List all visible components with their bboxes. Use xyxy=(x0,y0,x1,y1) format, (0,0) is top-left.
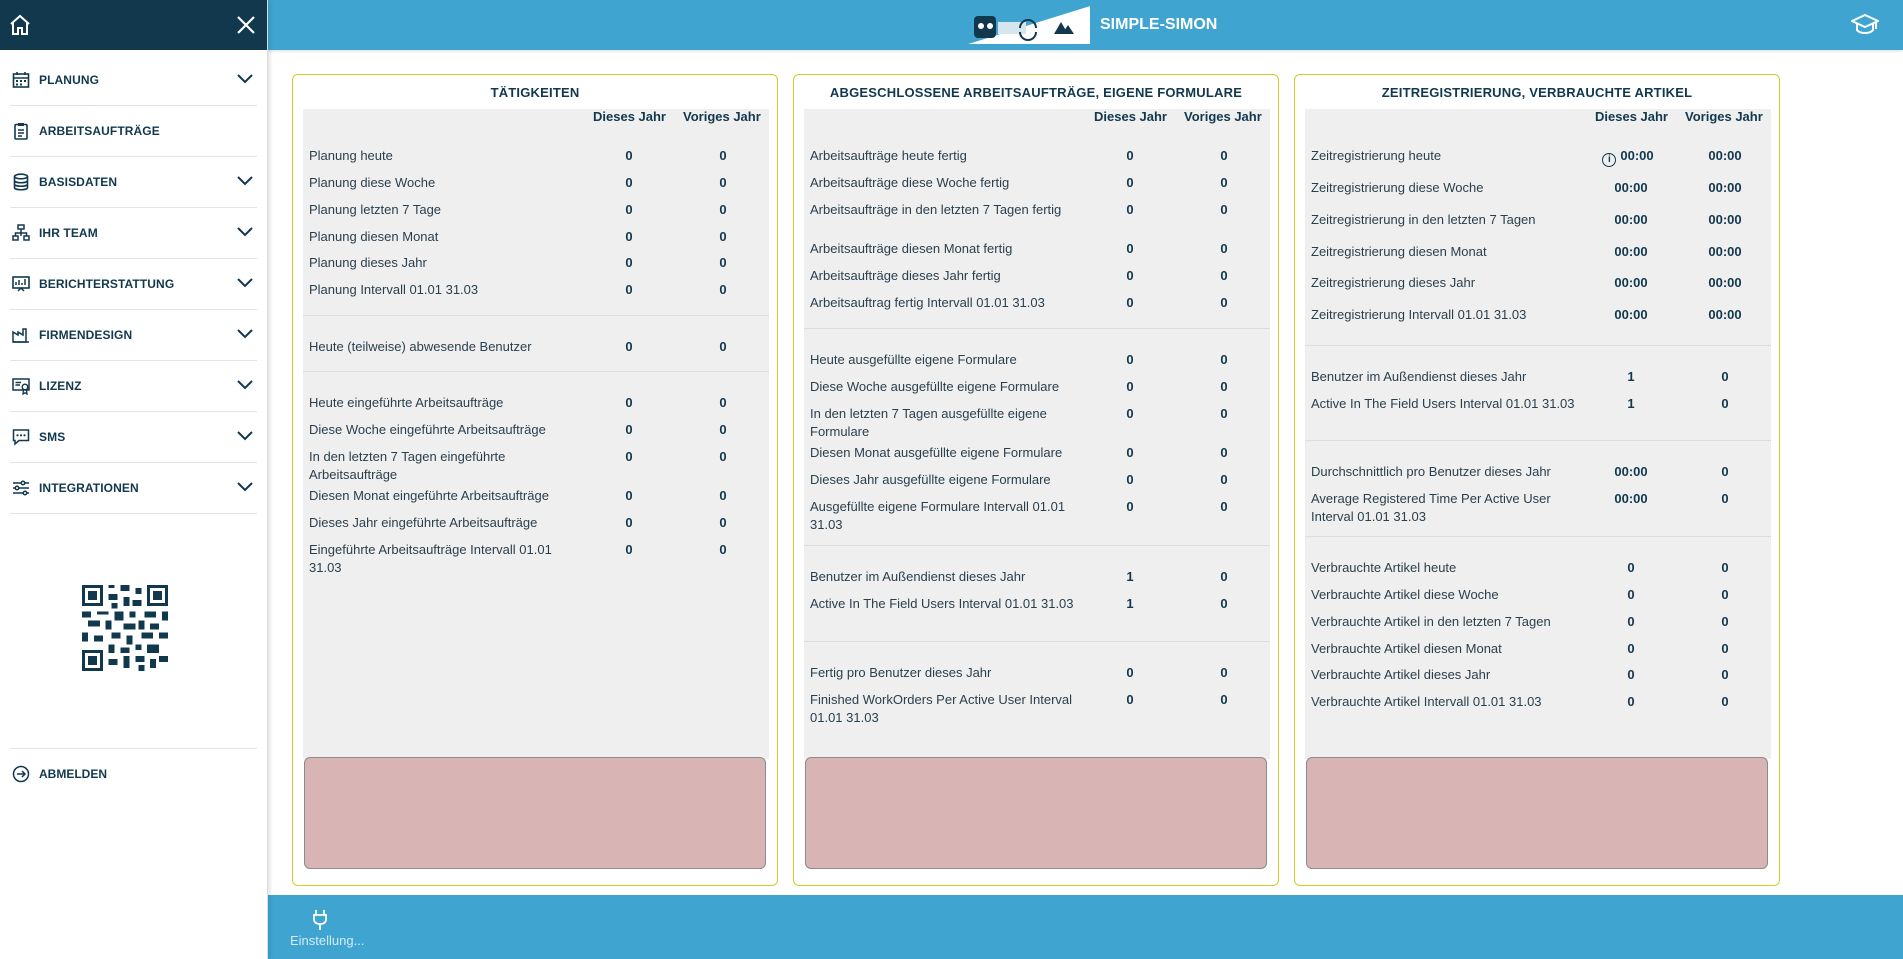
value-this-year: 0 xyxy=(1126,175,1134,190)
value-last-year: 0 xyxy=(719,202,727,217)
value-last-year: 0 xyxy=(1220,665,1228,680)
value-last-year: 0 xyxy=(1220,148,1228,163)
row-label: Benutzer im Außendienst dieses Jahr xyxy=(1311,369,1527,384)
value-last-year: 0 xyxy=(1721,694,1729,709)
row-label: Planung diesen Monat xyxy=(309,229,439,244)
value-last-year: 0 xyxy=(719,175,727,190)
bottom-toolbar xyxy=(268,895,1903,959)
value-last-year: 0 xyxy=(1220,406,1228,421)
value-last-year: 0 xyxy=(719,229,727,244)
sms-icon xyxy=(11,427,31,447)
value-last-year: 0 xyxy=(719,422,727,437)
value-last-year: 0 xyxy=(1721,396,1729,411)
row-label: Arbeitsaufträge dieses Jahr fertig xyxy=(810,268,1001,283)
value-this-year: 1 xyxy=(1627,396,1635,411)
value-this-year: 1 xyxy=(1126,569,1134,584)
sidebar-item-label: LIZENZ xyxy=(39,379,82,393)
value-this-year: 00:00 xyxy=(1614,491,1648,506)
settings-button[interactable] xyxy=(290,909,365,948)
value-last-year: 0 xyxy=(1220,295,1228,310)
database-icon xyxy=(11,172,31,192)
alert-box xyxy=(304,757,766,869)
alert-box xyxy=(805,757,1267,869)
graduation-cap-icon[interactable] xyxy=(1851,13,1879,42)
sidebar-item-integrationen[interactable] xyxy=(10,463,257,514)
sidebar-item-sms[interactable] xyxy=(10,412,257,463)
value-last-year: 00:00 xyxy=(1708,307,1742,322)
sidebar-item-label: BERICHTERSTATTUNG xyxy=(39,277,175,291)
value-this-year: 0 xyxy=(625,282,633,297)
value-last-year: 0 xyxy=(1220,241,1228,256)
row-label: Diese Woche eingeführte Arbeitsaufträge xyxy=(309,422,546,437)
row-label: Verbrauchte Artikel diese Woche xyxy=(1311,587,1499,602)
dashboard xyxy=(268,50,1903,895)
row-label: Arbeitsaufträge diesen Monat fertig xyxy=(810,241,1013,256)
row-label: Heute ausgefüllte eigene Formulare xyxy=(810,352,1017,367)
row-label: Verbrauchte Artikel dieses Jahr xyxy=(1311,667,1491,682)
row-label: In den letzten 7 Tagen eingeführte Arbeitsaufträge xyxy=(309,449,506,482)
brand[interactable] xyxy=(968,6,1217,44)
chevron-down-icon[interactable] xyxy=(235,375,255,395)
value-this-year: 0 xyxy=(1126,665,1134,680)
value-last-year: 0 xyxy=(1220,445,1228,460)
sidebar-item-label: SMS xyxy=(39,430,66,444)
value-last-year: 00:00 xyxy=(1708,275,1742,290)
value-this-year: 0 xyxy=(625,422,633,437)
value-last-year: 0 xyxy=(1220,472,1228,487)
sidebar-item-berichterstattung[interactable] xyxy=(10,259,257,310)
value-last-year: 0 xyxy=(1721,491,1729,506)
panel-title: ZEITREGISTRIERUNG, VERBRAUCHTE ARTIKEL xyxy=(1381,85,1693,100)
chevron-down-icon[interactable] xyxy=(235,222,255,242)
value-last-year: 0 xyxy=(1220,175,1228,190)
row-label: Eingeführte Arbeitsaufträge Intervall 01.01 31.03 xyxy=(309,542,552,575)
value-last-year: 0 xyxy=(1220,202,1228,217)
row-separator xyxy=(1305,440,1771,441)
row-label: Arbeitsaufträge heute fertig xyxy=(810,148,967,163)
value-last-year: 0 xyxy=(1220,379,1228,394)
value-last-year: 0 xyxy=(719,395,727,410)
row-label: Planung heute xyxy=(309,148,393,163)
value-this-year: 0 xyxy=(625,202,633,217)
row-label: Diesen Monat ausgefüllte eigene Formulare xyxy=(810,445,1063,460)
row-separator xyxy=(303,315,769,316)
row-label: Verbrauchte Artikel in den letzten 7 Tagen xyxy=(1311,614,1551,629)
value-this-year: 0 xyxy=(625,255,633,270)
row-label: Zeitregistrierung dieses Jahr xyxy=(1311,275,1476,290)
chevron-down-icon[interactable] xyxy=(235,477,255,497)
value-last-year: 0 xyxy=(719,282,727,297)
value-this-year: 0 xyxy=(1126,692,1134,707)
value-last-year: 00:00 xyxy=(1708,180,1742,195)
sidebar xyxy=(0,0,268,959)
value-last-year: 0 xyxy=(719,449,727,464)
value-this-year: 0 xyxy=(1126,241,1134,256)
value-this-year: 00:00 xyxy=(1614,275,1648,290)
column-header-last-year: Voriges Jahr xyxy=(1685,109,1763,124)
sidebar-top-bar xyxy=(0,0,267,50)
row-separator xyxy=(804,328,1270,329)
value-this-year: 00:00 xyxy=(1614,244,1648,259)
panel-zeitregistrierung xyxy=(1294,74,1780,886)
value-this-year: 0 xyxy=(625,175,633,190)
row-separator xyxy=(303,371,769,372)
value-last-year: 0 xyxy=(1721,369,1729,384)
row-label: Average Registered Time Per Active User Interval 01.01 31.03 xyxy=(1311,491,1551,524)
value-last-year: 0 xyxy=(719,339,727,354)
row-label: Fertig pro Benutzer dieses Jahr xyxy=(810,665,992,680)
sidebar-nav xyxy=(0,55,267,514)
sidebar-item-label: FIRMENDESIGN xyxy=(39,328,133,342)
column-header-this-year: Dieses Jahr xyxy=(593,109,666,124)
info-icon[interactable]: i xyxy=(1602,153,1616,167)
panel-taetigkeiten xyxy=(292,74,778,886)
value-last-year: 00:00 xyxy=(1708,244,1742,259)
value-this-year: 0 xyxy=(625,542,633,557)
row-separator xyxy=(804,641,1270,642)
value-last-year: 00:00 xyxy=(1708,148,1742,163)
sidebar-item-lizenz[interactable] xyxy=(10,361,257,412)
chevron-down-icon[interactable] xyxy=(235,69,255,89)
sidebar-item-arbeitsauftraege[interactable] xyxy=(10,106,257,157)
row-label: Heute (teilweise) abwesende Benutzer xyxy=(309,339,532,354)
sidebar-item-basisdaten[interactable] xyxy=(10,157,257,208)
row-separator xyxy=(804,545,1270,546)
value-last-year: 0 xyxy=(1721,560,1729,575)
row-label: Zeitregistrierung Intervall 01.01 31.03 xyxy=(1311,307,1527,322)
row-label: Zeitregistrierung heute xyxy=(1311,148,1442,163)
value-this-year: 0 xyxy=(1126,202,1134,217)
row-label: Dieses Jahr ausgefüllte eigene Formulare xyxy=(810,472,1051,487)
settings-label: Einstellung... xyxy=(290,933,365,948)
row-label: Diese Woche ausgefüllte eigene Formulare xyxy=(810,379,1060,394)
value-this-year: 0 xyxy=(1126,352,1134,367)
logout-icon xyxy=(11,764,31,784)
top-header xyxy=(268,0,1903,50)
row-label: Finished WorkOrders Per Active User Interval 01.01 31.03 xyxy=(810,692,1073,725)
value-last-year: 0 xyxy=(1220,569,1228,584)
brand-name: SIMPLE-SIMON xyxy=(1100,16,1218,33)
column-header-this-year: Dieses Jahr xyxy=(1094,109,1167,124)
column-header-last-year: Voriges Jahr xyxy=(1184,109,1262,124)
row-label: Arbeitsaufträge diese Woche fertig xyxy=(810,175,1010,190)
logout-label: ABMELDEN xyxy=(39,766,107,781)
sidebar-item-firmendesign[interactable] xyxy=(10,310,257,361)
value-last-year: 0 xyxy=(1220,352,1228,367)
row-label: Zeitregistrierung in den letzten 7 Tagen xyxy=(1311,212,1536,227)
team-icon xyxy=(11,223,31,243)
clipboard-icon xyxy=(11,121,31,141)
alert-box xyxy=(1306,757,1768,869)
row-label: Durchschnittlich pro Benutzer dieses Jahr xyxy=(1311,464,1551,479)
row-label: Verbrauchte Artikel diesen Monat xyxy=(1311,641,1502,656)
plug-icon xyxy=(290,909,350,933)
value-last-year: 0 xyxy=(719,148,727,163)
value-this-year: 0 xyxy=(1126,379,1134,394)
sidebar-item-label: PLANUNG xyxy=(39,73,100,87)
value-last-year: 0 xyxy=(719,542,727,557)
column-header-last-year: Voriges Jahr xyxy=(683,109,761,124)
value-last-year: 0 xyxy=(1220,268,1228,283)
panel-title: TÄTIGKEITEN xyxy=(490,85,580,100)
value-this-year: 0 xyxy=(1126,472,1134,487)
row-label: Arbeitsaufträge in den letzten 7 Tagen fertig xyxy=(810,202,1062,217)
chevron-down-icon[interactable] xyxy=(235,426,255,446)
value-this-year: 0 xyxy=(625,339,633,354)
value-last-year: 0 xyxy=(1220,596,1228,611)
sliders-icon xyxy=(11,478,31,498)
value-this-year: 0 xyxy=(1126,268,1134,283)
value-this-year: 0 xyxy=(1126,499,1134,514)
value-this-year: 00:00 xyxy=(1614,464,1648,479)
value-last-year: 0 xyxy=(1721,587,1729,602)
row-separator xyxy=(1305,345,1771,346)
calendar-icon xyxy=(11,70,31,90)
value-this-year: 0 xyxy=(1627,587,1635,602)
row-label: Planung letzten 7 Tage xyxy=(309,202,442,217)
row-label: Zeitregistrierung diese Woche xyxy=(1311,180,1484,195)
value-last-year: 0 xyxy=(719,515,727,530)
row-separator xyxy=(1305,536,1771,537)
value-last-year: 0 xyxy=(719,488,727,503)
value-last-year: 0 xyxy=(1721,614,1729,629)
row-label: In den letzten 7 Tagen ausgefüllte eigene Formulare xyxy=(810,406,1047,439)
row-label: Active In The Field Users Interval 01.01 31.03 xyxy=(1311,396,1575,411)
value-this-year: 0 xyxy=(625,148,633,163)
value-this-year: 0 xyxy=(1627,641,1635,656)
row-label: Ausgefüllte eigene Formulare Intervall 01.01 31.03 xyxy=(810,499,1066,532)
value-this-year: 0 xyxy=(625,395,633,410)
close-icon[interactable] xyxy=(235,14,257,36)
license-icon xyxy=(11,376,31,396)
row-label: Verbrauchte Artikel Intervall 01.01 31.03 xyxy=(1311,694,1542,709)
panel-table xyxy=(1305,109,1771,759)
value-last-year: 0 xyxy=(719,255,727,270)
sidebar-item-label: BASISDATEN xyxy=(39,175,118,189)
sidebar-item-label: INTEGRATIONEN xyxy=(39,481,139,495)
row-label: Zeitregistrierung diesen Monat xyxy=(1311,244,1487,259)
sidebar-item-label: IHR TEAM xyxy=(39,226,98,240)
row-label: Planung Intervall 01.01 31.03 xyxy=(309,282,479,297)
panel-table xyxy=(303,109,769,759)
logout-button[interactable] xyxy=(10,748,257,798)
value-this-year: 00:00 xyxy=(1614,180,1648,195)
value-this-year: 0 xyxy=(1627,694,1635,709)
value-this-year: 0 xyxy=(625,488,633,503)
value-this-year: 1 xyxy=(1126,596,1134,611)
value-this-year: 1 xyxy=(1627,369,1635,384)
value-this-year: 0 xyxy=(1126,445,1134,460)
sidebar-item-planung[interactable] xyxy=(10,55,257,106)
row-label: Heute eingeführte Arbeitsaufträge xyxy=(309,395,504,410)
row-label: Verbrauchte Artikel heute xyxy=(1311,560,1457,575)
value-last-year: 0 xyxy=(1220,499,1228,514)
value-this-year: 0 xyxy=(1627,614,1635,629)
column-header-this-year: Dieses Jahr xyxy=(1595,109,1668,124)
value-this-year: 0 xyxy=(1126,295,1134,310)
chevron-down-icon[interactable] xyxy=(235,324,255,344)
value-this-year: 0 xyxy=(1627,560,1635,575)
value-last-year: 00:00 xyxy=(1708,212,1742,227)
chevron-down-icon[interactable] xyxy=(235,171,255,191)
factory-icon xyxy=(11,325,31,345)
value-this-year: 0 xyxy=(1126,406,1134,421)
value-last-year: 0 xyxy=(1220,692,1228,707)
row-label: Planung dieses Jahr xyxy=(309,255,427,270)
value-this-year: 00:00 xyxy=(1614,307,1648,322)
row-label: Diesen Monat eingeführte Arbeitsaufträge xyxy=(309,488,549,503)
panel-table xyxy=(804,109,1270,759)
report-icon xyxy=(11,274,31,294)
row-label: Active In The Field Users Interval 01.01 31.03 xyxy=(810,596,1074,611)
value-this-year: 0 xyxy=(625,449,633,464)
home-icon[interactable] xyxy=(8,13,32,37)
sidebar-item-ihr-team[interactable] xyxy=(10,208,257,259)
value-last-year: 0 xyxy=(1721,641,1729,656)
value-last-year: 0 xyxy=(1721,667,1729,682)
value-this-year: 0 xyxy=(1126,148,1134,163)
panel-abgeschlossene-arbeitsauftraege xyxy=(793,74,1279,886)
value-this-year-cell xyxy=(1573,147,1683,167)
panel-title: ABGESCHLOSSENE ARBEITSAUFTRÄGE, EIGENE FORMULARE xyxy=(829,85,1243,100)
sidebar-item-label: ARBEITSAUFTRÄGE xyxy=(39,124,160,138)
row-label: Dieses Jahr eingeführte Arbeitsaufträge xyxy=(309,515,538,530)
value-this-year: 00:00 xyxy=(1620,148,1654,163)
row-label: Arbeitsauftrag fertig Intervall 01.01 31.03 xyxy=(810,295,1045,310)
value-last-year: 0 xyxy=(1721,464,1729,479)
value-this-year: 00:00 xyxy=(1614,212,1648,227)
chevron-down-icon[interactable] xyxy=(235,273,255,293)
row-label: Benutzer im Außendienst dieses Jahr xyxy=(810,569,1026,584)
brand-logo-icon xyxy=(968,6,1090,44)
qr-code-icon[interactable] xyxy=(82,585,168,671)
row-label: Planung diese Woche xyxy=(309,175,436,190)
value-this-year: 0 xyxy=(625,515,633,530)
value-this-year: 0 xyxy=(625,229,633,244)
value-this-year: 0 xyxy=(1627,667,1635,682)
